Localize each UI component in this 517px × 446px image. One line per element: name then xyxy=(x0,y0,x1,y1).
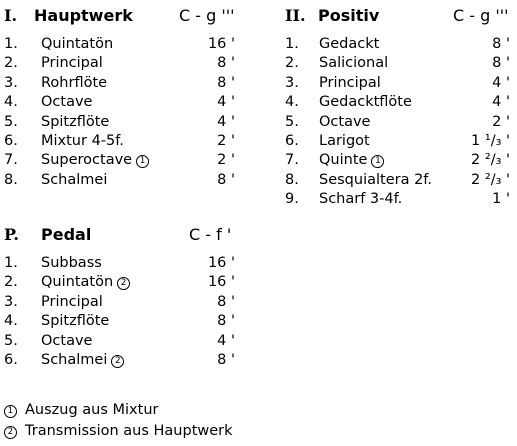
footnote-ref-marker: 2 xyxy=(117,277,130,290)
stop-pitch: 2 ²/₃ ' xyxy=(471,152,510,169)
stop-number: 8. xyxy=(285,171,299,188)
stop-name xyxy=(41,54,103,73)
stop-number: 4. xyxy=(4,313,18,330)
stop-number: 2. xyxy=(285,55,299,72)
footnote-item xyxy=(4,421,233,442)
stop-name xyxy=(41,293,103,312)
stop-pitch: 8 ' xyxy=(217,55,235,72)
stop-name xyxy=(41,132,124,151)
stop-number: 1. xyxy=(4,36,18,52)
stop-name xyxy=(41,351,124,370)
stop-pitch: 8 ' xyxy=(217,74,235,91)
stop-name-text: Gedackt xyxy=(319,36,380,52)
stop-pitch: 1 ¹/₃ ' xyxy=(471,132,510,149)
stop-name-text: Quinte xyxy=(319,152,368,169)
stop-name-text: Schalmei xyxy=(41,351,108,368)
stop-row xyxy=(4,312,236,331)
stop-row xyxy=(4,132,236,151)
footnote-marker: 2 xyxy=(4,426,17,439)
stop-pitch: 8 ' xyxy=(217,171,235,188)
stop-pitch: 4 ' xyxy=(217,94,235,111)
stop-name-text: Rohrflöte xyxy=(41,74,108,91)
stop-pitch: 1 ' xyxy=(492,191,510,208)
stop-name xyxy=(41,93,92,112)
stop-number: 6. xyxy=(285,132,299,149)
stop-row xyxy=(285,54,517,73)
stop-number: 9. xyxy=(285,191,299,208)
footnote-ref-marker: 1 xyxy=(371,155,384,168)
stop-row xyxy=(4,54,236,73)
stop-row xyxy=(4,113,236,132)
stop-name xyxy=(41,273,130,292)
footnote-text: Transmission aus Hauptwerk xyxy=(25,423,233,439)
stop-row xyxy=(4,254,236,273)
stop-pitch: 8 ' xyxy=(217,293,235,310)
division-numeral: I. xyxy=(4,6,18,25)
division-range: C - f ' xyxy=(189,225,232,244)
stop-pitch: 8 ' xyxy=(217,351,235,368)
stop-row xyxy=(285,35,517,54)
stop-number: 3. xyxy=(285,74,299,91)
division-numeral: P. xyxy=(4,225,19,244)
stop-name-text: Superoctave xyxy=(41,152,133,169)
stop-number: 6. xyxy=(4,351,18,368)
division-header xyxy=(4,6,236,28)
stop-name-text: Spitzflöte xyxy=(41,313,110,330)
stop-pitch: 4 ' xyxy=(492,94,510,111)
stop-number: 5. xyxy=(4,332,18,349)
stop-number: 7. xyxy=(285,152,299,169)
stop-row xyxy=(4,332,236,351)
stop-name-text: Larigot xyxy=(319,132,370,149)
division-positiv xyxy=(285,6,517,210)
stop-number: 1. xyxy=(285,36,299,52)
stop-row xyxy=(4,351,236,370)
stop-pitch: 16 ' xyxy=(207,274,235,291)
stop-name xyxy=(41,332,92,351)
footnote-text: Auszug aus Mixtur xyxy=(25,402,159,418)
division-name: Pedal xyxy=(41,225,92,244)
stop-pitch: 8 ' xyxy=(492,55,510,72)
stop-name-text: Salicional xyxy=(319,55,389,72)
stop-number: 2. xyxy=(4,274,18,291)
division-range: C - g ''' xyxy=(453,6,509,25)
stop-name-text: Principal xyxy=(319,74,381,91)
stop-pitch: 16 ' xyxy=(207,36,235,52)
stop-number: 7. xyxy=(4,152,18,169)
division-hauptwerk xyxy=(4,6,236,190)
stop-row xyxy=(4,93,236,112)
stop-list xyxy=(4,254,236,370)
stop-name xyxy=(41,151,149,170)
stop-name xyxy=(319,35,379,54)
stop-name xyxy=(319,171,432,190)
stop-row xyxy=(4,74,236,93)
stop-number: 1. xyxy=(4,255,18,271)
stop-name-text: Scharf 3-4f. xyxy=(319,191,403,208)
footnote-ref-marker: 2 xyxy=(111,355,124,368)
division-name: Positiv xyxy=(318,6,380,25)
stop-number: 3. xyxy=(4,74,18,91)
stop-name xyxy=(41,312,109,331)
division-header xyxy=(285,6,517,28)
stop-name-text: Gedacktflöte xyxy=(319,94,412,111)
footnote-marker: 1 xyxy=(4,405,17,418)
division-pedal xyxy=(4,225,236,370)
stop-row xyxy=(285,132,517,151)
stop-name-text: Subbass xyxy=(41,255,102,271)
stop-number: 3. xyxy=(4,293,18,310)
stop-row xyxy=(4,273,236,292)
stop-name-text: Mixtur 4-5f. xyxy=(41,132,124,149)
stop-row xyxy=(4,151,236,170)
footnote-item xyxy=(4,400,233,421)
stop-pitch: 4 ' xyxy=(217,113,235,130)
stop-name-text: Spitzflöte xyxy=(41,113,110,130)
stop-name-text: Sesquialtera 2f. xyxy=(319,171,432,188)
stop-number: 4. xyxy=(4,94,18,111)
stop-name xyxy=(41,113,109,132)
stop-name-text: Schalmei xyxy=(41,171,108,188)
stop-list xyxy=(285,35,517,210)
stop-pitch: 2 ²/₃ ' xyxy=(471,171,510,188)
footnote-ref-marker: 1 xyxy=(136,155,149,168)
stop-number: 5. xyxy=(4,113,18,130)
stop-name xyxy=(319,132,370,151)
stop-name-text: Octave xyxy=(41,332,93,349)
stop-name xyxy=(319,113,370,132)
stop-row xyxy=(285,190,517,209)
stop-name-text: Octave xyxy=(319,113,371,130)
stop-number: 6. xyxy=(4,132,18,149)
stop-name xyxy=(319,190,402,209)
stop-number: 4. xyxy=(285,94,299,111)
stop-row xyxy=(285,93,517,112)
stop-name-text: Principal xyxy=(41,293,103,310)
stop-row xyxy=(285,151,517,170)
stop-number: 2. xyxy=(4,55,18,72)
stop-pitch: 2 ' xyxy=(492,113,510,130)
stop-name xyxy=(41,35,113,54)
stop-row xyxy=(285,74,517,93)
stop-name xyxy=(41,254,102,273)
stop-pitch: 16 ' xyxy=(207,255,235,271)
stop-pitch: 4 ' xyxy=(492,74,510,91)
stop-name xyxy=(319,151,384,170)
stop-pitch: 4 ' xyxy=(217,332,235,349)
stop-name xyxy=(319,74,381,93)
stop-name-text: Quintatön xyxy=(41,36,114,52)
stop-row xyxy=(285,171,517,190)
division-header xyxy=(4,225,236,247)
stop-pitch: 2 ' xyxy=(217,132,235,149)
stop-pitch: 2 ' xyxy=(217,152,235,169)
stop-row xyxy=(285,113,517,132)
division-range: C - g ''' xyxy=(179,6,235,25)
stop-name xyxy=(319,93,412,112)
stop-number: 8. xyxy=(4,171,18,188)
stop-pitch: 8 ' xyxy=(217,313,235,330)
division-name: Hauptwerk xyxy=(34,6,133,25)
stop-row xyxy=(4,35,236,54)
stop-pitch: 8 ' xyxy=(492,36,510,52)
stop-name-text: Octave xyxy=(41,94,93,111)
stop-name-text: Principal xyxy=(41,55,103,72)
stop-name xyxy=(41,74,107,93)
stop-row xyxy=(4,293,236,312)
stop-row xyxy=(4,171,236,190)
stop-number: 5. xyxy=(285,113,299,130)
division-numeral: II. xyxy=(285,6,306,25)
stop-name xyxy=(319,54,388,73)
stop-name xyxy=(41,171,107,190)
stop-name-text: Quintatön xyxy=(41,274,114,291)
stop-list xyxy=(4,35,236,190)
footnote-legend xyxy=(4,400,233,442)
